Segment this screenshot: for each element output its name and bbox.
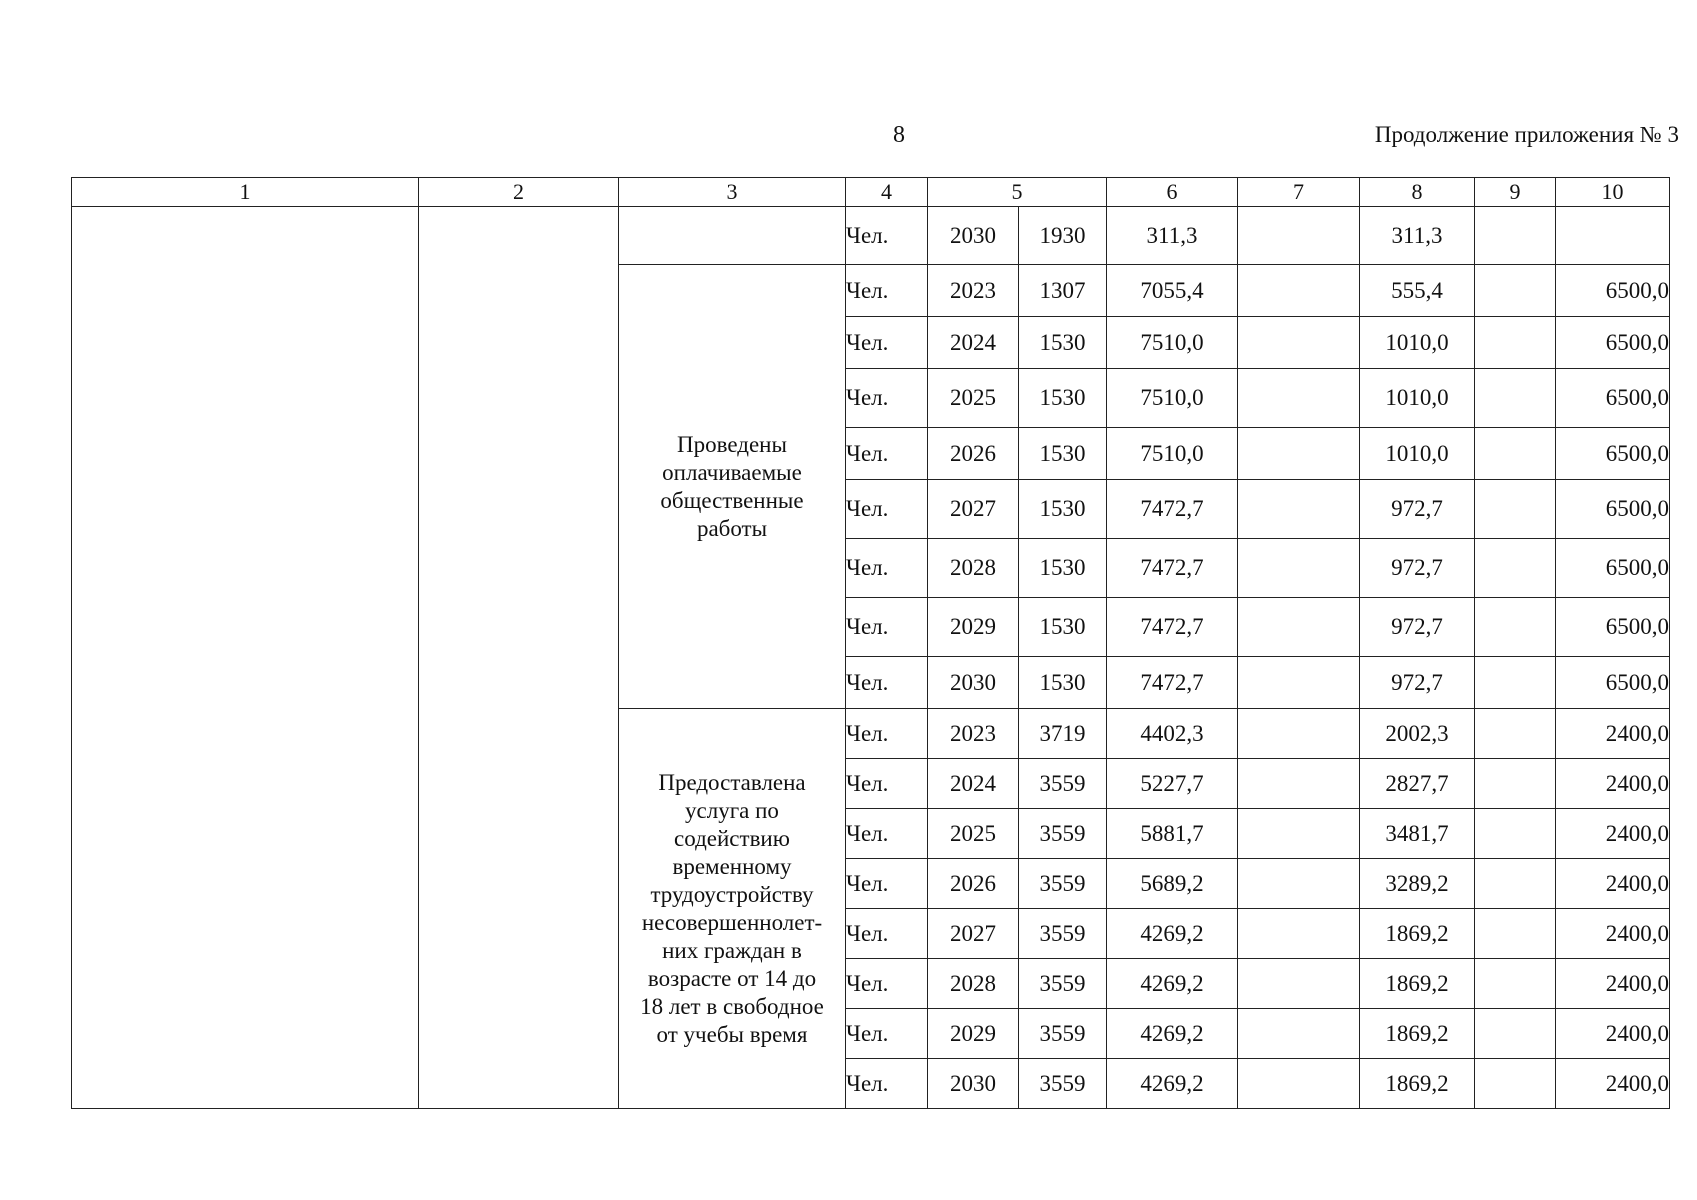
page-number: 8 bbox=[893, 122, 905, 148]
description-line: несовершеннолет- bbox=[641, 909, 823, 935]
col2-cell bbox=[419, 207, 619, 1109]
count-cell: 1530 bbox=[1019, 539, 1107, 598]
col8-value: 972,7 bbox=[1360, 657, 1475, 709]
col8-value: 555,4 bbox=[1360, 265, 1475, 317]
count-cell: 1530 bbox=[1019, 317, 1107, 369]
col7-value bbox=[1238, 598, 1360, 657]
unit-cell: Чел. bbox=[846, 428, 928, 480]
col6-value: 7472,7 bbox=[1107, 598, 1238, 657]
count-cell: 3559 bbox=[1019, 959, 1107, 1009]
col7-value bbox=[1238, 369, 1360, 428]
col10-value: 2400,0 bbox=[1556, 859, 1670, 909]
col7-value bbox=[1238, 809, 1360, 859]
column-number-row bbox=[72, 178, 1670, 207]
col9-value bbox=[1475, 317, 1556, 369]
continuation-note: Продолжение приложения № 3 bbox=[1374, 122, 1679, 147]
col6-value: 4269,2 bbox=[1107, 959, 1238, 1009]
col8-value: 2002,3 bbox=[1360, 709, 1475, 759]
col10-value: 2400,0 bbox=[1556, 1009, 1670, 1059]
col7-value bbox=[1238, 317, 1360, 369]
description-line: услуга по bbox=[685, 797, 779, 823]
col9-value bbox=[1475, 207, 1556, 265]
col9-value bbox=[1475, 1009, 1556, 1059]
unit-cell: Чел. bbox=[846, 207, 928, 265]
col6-value: 7472,7 bbox=[1107, 539, 1238, 598]
col10-value: 6500,0 bbox=[1556, 598, 1670, 657]
col8-value: 1010,0 bbox=[1360, 428, 1475, 480]
col8-value: 972,7 bbox=[1360, 598, 1475, 657]
count-cell: 3559 bbox=[1019, 1059, 1107, 1109]
col10-value: 6500,0 bbox=[1556, 480, 1670, 539]
year-cell: 2030 bbox=[928, 207, 1019, 265]
col8-value: 2827,7 bbox=[1360, 759, 1475, 809]
year-cell: 2025 bbox=[928, 809, 1019, 859]
col7-value bbox=[1238, 428, 1360, 480]
col9-value bbox=[1475, 709, 1556, 759]
col7-value bbox=[1238, 759, 1360, 809]
col10-value: 2400,0 bbox=[1556, 909, 1670, 959]
col8-value: 1010,0 bbox=[1360, 317, 1475, 369]
column-header: 8 bbox=[1360, 178, 1475, 207]
col6-value: 311,3 bbox=[1107, 207, 1238, 265]
col6-value: 7472,7 bbox=[1107, 657, 1238, 709]
col6-value: 7510,0 bbox=[1107, 317, 1238, 369]
data-table bbox=[71, 177, 1670, 1109]
count-cell: 1930 bbox=[1019, 207, 1107, 265]
col10-value: 2400,0 bbox=[1556, 1059, 1670, 1109]
count-cell: 3559 bbox=[1019, 1009, 1107, 1059]
col9-value bbox=[1475, 369, 1556, 428]
col8-value: 972,7 bbox=[1360, 539, 1475, 598]
description-line: 18 лет в свободное bbox=[640, 993, 824, 1019]
year-cell: 2029 bbox=[928, 598, 1019, 657]
year-cell: 2028 bbox=[928, 539, 1019, 598]
unit-cell: Чел. bbox=[846, 1009, 928, 1059]
col9-value bbox=[1475, 859, 1556, 909]
description-line: оплачиваемые bbox=[662, 459, 802, 485]
year-cell: 2024 bbox=[928, 759, 1019, 809]
count-cell: 3559 bbox=[1019, 909, 1107, 959]
unit-cell: Чел. bbox=[846, 317, 928, 369]
year-cell: 2028 bbox=[928, 959, 1019, 1009]
col10-value: 2400,0 bbox=[1556, 759, 1670, 809]
column-header: 4 bbox=[846, 178, 928, 207]
col8-value: 311,3 bbox=[1360, 207, 1475, 265]
column-header: 6 bbox=[1107, 178, 1238, 207]
column-header: 10 bbox=[1556, 178, 1670, 207]
col7-value bbox=[1238, 959, 1360, 1009]
count-cell: 3719 bbox=[1019, 709, 1107, 759]
column-header: 7 bbox=[1238, 178, 1360, 207]
col6-value: 4269,2 bbox=[1107, 1059, 1238, 1109]
column-header: 2 bbox=[419, 178, 619, 207]
column-header: 5 bbox=[928, 178, 1107, 207]
year-cell: 2023 bbox=[928, 265, 1019, 317]
col8-value: 1010,0 bbox=[1360, 369, 1475, 428]
col7-value bbox=[1238, 657, 1360, 709]
col8-value: 3289,2 bbox=[1360, 859, 1475, 909]
column-header: 9 bbox=[1475, 178, 1556, 207]
col7-value bbox=[1238, 1009, 1360, 1059]
col7-value bbox=[1238, 709, 1360, 759]
unit-cell: Чел. bbox=[846, 369, 928, 428]
description-line: содействию bbox=[674, 825, 790, 851]
unit-cell: Чел. bbox=[846, 657, 928, 709]
col6-value: 4402,3 bbox=[1107, 709, 1238, 759]
year-cell: 2026 bbox=[928, 428, 1019, 480]
col8-value: 1869,2 bbox=[1360, 1009, 1475, 1059]
description-line: возрасте от 14 до bbox=[647, 965, 817, 991]
unit-cell: Чел. bbox=[846, 1059, 928, 1109]
col9-value bbox=[1475, 909, 1556, 959]
col6-value: 7510,0 bbox=[1107, 428, 1238, 480]
description-line: работы bbox=[696, 515, 768, 541]
year-cell: 2030 bbox=[928, 1059, 1019, 1109]
col8-value: 1869,2 bbox=[1360, 909, 1475, 959]
unit-cell: Чел. bbox=[846, 859, 928, 909]
description-line: временному bbox=[672, 853, 792, 879]
col6-value: 5227,7 bbox=[1107, 759, 1238, 809]
count-cell: 1530 bbox=[1019, 428, 1107, 480]
description-line: них граждан в bbox=[662, 937, 802, 963]
unit-cell: Чел. bbox=[846, 709, 928, 759]
unit-cell: Чел. bbox=[846, 480, 928, 539]
col8-value: 1869,2 bbox=[1360, 959, 1475, 1009]
description-line: от учебы время bbox=[656, 1021, 808, 1047]
col9-value bbox=[1475, 759, 1556, 809]
col7-value bbox=[1238, 539, 1360, 598]
col10-value: 2400,0 bbox=[1556, 959, 1670, 1009]
col10-value bbox=[1556, 207, 1670, 265]
col9-value bbox=[1475, 598, 1556, 657]
count-cell: 1530 bbox=[1019, 598, 1107, 657]
col8-value: 3481,7 bbox=[1360, 809, 1475, 859]
col7-value bbox=[1238, 1059, 1360, 1109]
col10-value: 2400,0 bbox=[1556, 709, 1670, 759]
col10-value: 6500,0 bbox=[1556, 265, 1670, 317]
col9-value bbox=[1475, 809, 1556, 859]
year-cell: 2023 bbox=[928, 709, 1019, 759]
count-cell: 1530 bbox=[1019, 657, 1107, 709]
count-cell: 3559 bbox=[1019, 809, 1107, 859]
col6-value: 7055,4 bbox=[1107, 265, 1238, 317]
result-description bbox=[619, 265, 846, 709]
col10-value: 6500,0 bbox=[1556, 369, 1670, 428]
unit-cell: Чел. bbox=[846, 959, 928, 1009]
col10-value: 2400,0 bbox=[1556, 809, 1670, 859]
unit-cell: Чел. bbox=[846, 759, 928, 809]
col9-value bbox=[1475, 959, 1556, 1009]
unit-cell: Чел. bbox=[846, 809, 928, 859]
col10-value: 6500,0 bbox=[1556, 428, 1670, 480]
col10-value: 6500,0 bbox=[1556, 657, 1670, 709]
col7-value bbox=[1238, 207, 1360, 265]
col9-value bbox=[1475, 428, 1556, 480]
result-description bbox=[619, 709, 846, 1109]
unit-cell: Чел. bbox=[846, 265, 928, 317]
col6-value: 4269,2 bbox=[1107, 1009, 1238, 1059]
unit-cell: Чел. bbox=[846, 539, 928, 598]
col1-cell bbox=[72, 207, 419, 1109]
col6-value: 7510,0 bbox=[1107, 369, 1238, 428]
description-line: трудоустройству bbox=[650, 881, 814, 907]
year-cell: 2029 bbox=[928, 1009, 1019, 1059]
count-cell: 3559 bbox=[1019, 859, 1107, 909]
count-cell: 1307 bbox=[1019, 265, 1107, 317]
col8-value: 972,7 bbox=[1360, 480, 1475, 539]
year-cell: 2024 bbox=[928, 317, 1019, 369]
unit-cell: Чел. bbox=[846, 909, 928, 959]
col6-value: 7472,7 bbox=[1107, 480, 1238, 539]
table-row bbox=[72, 207, 1670, 265]
year-cell: 2025 bbox=[928, 369, 1019, 428]
col8-value: 1869,2 bbox=[1360, 1059, 1475, 1109]
year-cell: 2027 bbox=[928, 480, 1019, 539]
column-header: 3 bbox=[619, 178, 846, 207]
description-line: Предоставлена bbox=[658, 769, 806, 795]
col3-cell bbox=[619, 207, 846, 265]
year-cell: 2027 bbox=[928, 909, 1019, 959]
year-cell: 2030 bbox=[928, 657, 1019, 709]
col9-value bbox=[1475, 539, 1556, 598]
col10-value: 6500,0 bbox=[1556, 317, 1670, 369]
column-header: 1 bbox=[72, 178, 419, 207]
col7-value bbox=[1238, 909, 1360, 959]
col9-value bbox=[1475, 480, 1556, 539]
count-cell: 1530 bbox=[1019, 369, 1107, 428]
year-cell: 2026 bbox=[928, 859, 1019, 909]
col9-value bbox=[1475, 657, 1556, 709]
col9-value bbox=[1475, 265, 1556, 317]
col9-value bbox=[1475, 1059, 1556, 1109]
col6-value: 5881,7 bbox=[1107, 809, 1238, 859]
description-line: Проведены bbox=[677, 431, 787, 457]
col6-value: 4269,2 bbox=[1107, 909, 1238, 959]
col7-value bbox=[1238, 859, 1360, 909]
count-cell: 1530 bbox=[1019, 480, 1107, 539]
col10-value: 6500,0 bbox=[1556, 539, 1670, 598]
col6-value: 5689,2 bbox=[1107, 859, 1238, 909]
description-line: общественные bbox=[660, 487, 804, 513]
unit-cell: Чел. bbox=[846, 598, 928, 657]
col7-value bbox=[1238, 480, 1360, 539]
count-cell: 3559 bbox=[1019, 759, 1107, 809]
col7-value bbox=[1238, 265, 1360, 317]
